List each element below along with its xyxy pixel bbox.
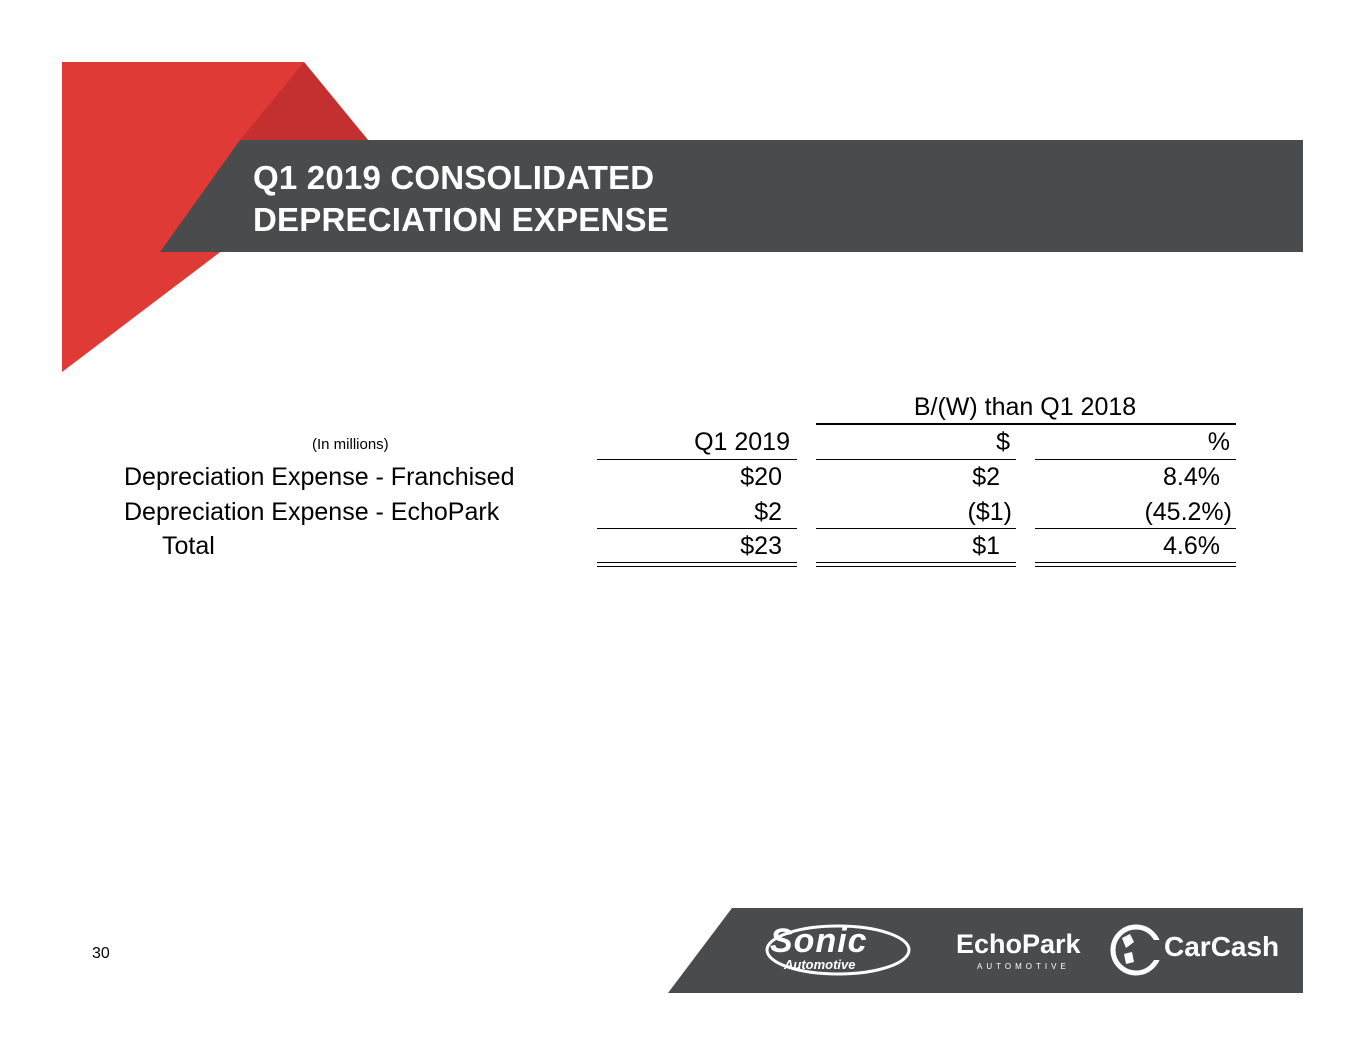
column-header-percent: % bbox=[1207, 428, 1230, 456]
page-title bbox=[253, 157, 669, 241]
sonic-logo-subtext: Automotive bbox=[784, 957, 856, 972]
units-label: (In millions) bbox=[312, 436, 389, 453]
row-value-dollar: $2 bbox=[972, 463, 1000, 491]
total-double-underline-q1 bbox=[597, 562, 797, 567]
row-value-percent: 4.6% bbox=[1163, 532, 1220, 560]
sonic-logo-text: Sonic bbox=[770, 922, 868, 960]
row-value-percent: (45.2%) bbox=[1144, 498, 1232, 526]
page-title-line-2: DEPRECIATION EXPENSE bbox=[253, 201, 669, 238]
echopark-logo-subtext: AUTOMOTIVE bbox=[977, 962, 1070, 971]
row-value-q1-2019: $23 bbox=[740, 532, 782, 560]
row-label: Depreciation Expense - Franchised bbox=[124, 463, 515, 491]
column-header-q1-2019: Q1 2019 bbox=[694, 428, 790, 456]
row-value-q1-2019: $20 bbox=[740, 463, 782, 491]
row-label: Total bbox=[162, 532, 215, 560]
column-header-dollar: $ bbox=[996, 428, 1010, 456]
subtotal-line-q1 bbox=[597, 528, 797, 529]
row-value-percent: 8.4% bbox=[1163, 463, 1220, 491]
group-header: B/(W) than Q1 2018 bbox=[913, 393, 1137, 421]
subtotal-line-percent bbox=[1035, 528, 1236, 529]
header-underline-dollar bbox=[816, 459, 1016, 460]
group-header-underline bbox=[816, 423, 1236, 425]
row-label: Depreciation Expense - EchoPark bbox=[124, 498, 500, 526]
subtotal-line-dollar bbox=[816, 528, 1016, 529]
row-value-dollar: ($1) bbox=[967, 498, 1012, 526]
page-number: 30 bbox=[92, 945, 110, 962]
total-double-underline-dollar bbox=[816, 562, 1016, 567]
header-underline-percent bbox=[1035, 459, 1236, 460]
header-underline-q1 bbox=[597, 459, 797, 460]
row-value-dollar: $1 bbox=[972, 532, 1000, 560]
page-title-line-1: Q1 2019 CONSOLIDATED bbox=[253, 159, 655, 196]
carcash-logo-text: CarCash bbox=[1164, 931, 1280, 962]
carcash-globe-icon bbox=[1110, 924, 1162, 976]
total-double-underline-percent bbox=[1035, 562, 1236, 567]
row-value-q1-2019: $2 bbox=[754, 498, 782, 526]
echopark-logo-text: EchoPark bbox=[956, 929, 1081, 959]
